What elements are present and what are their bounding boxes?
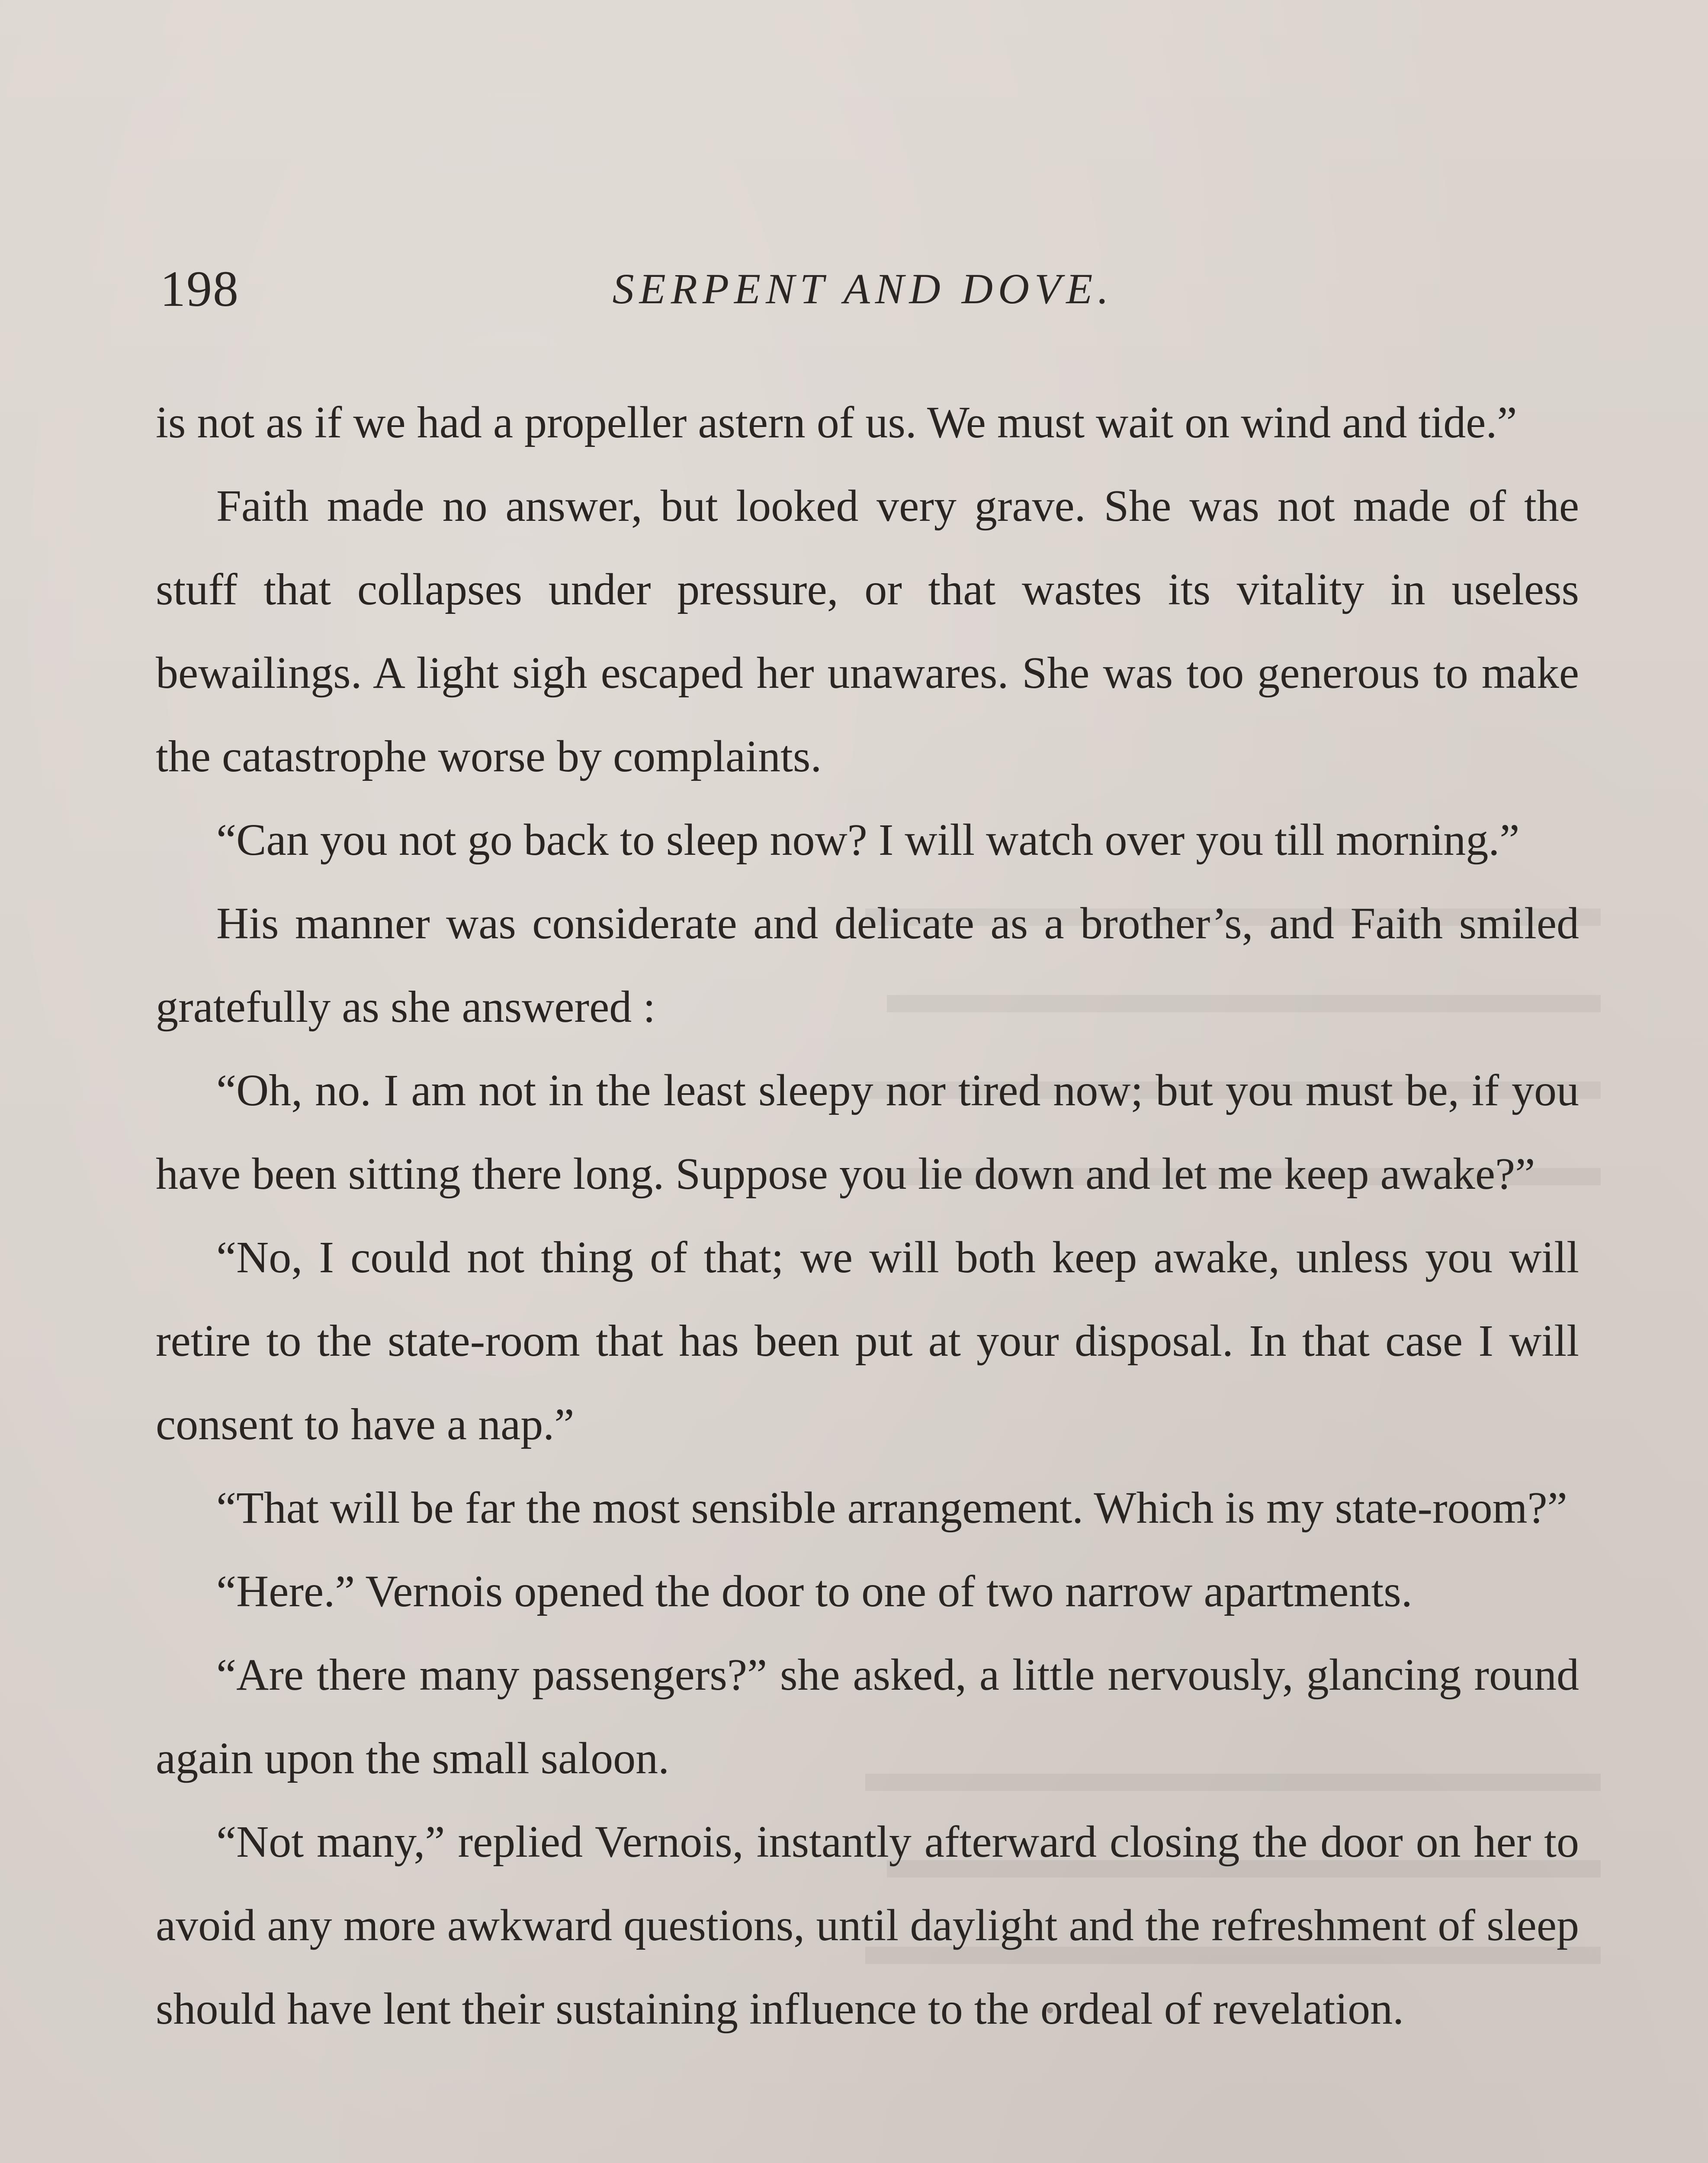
paragraph: “Not many,” replied Vernois, instantly afterward closing the door on her to avoid any more awkward questions, until daylight and the refreshment of sleep should have lent their sustaining influence to the ordeal of revelation. [156,1817,1579,2034]
paragraph: “No, I could not thing of that; we will both keep awake, unless you will retire to the state-room that has been put at your disposal. In that case I will consent to have a nap.” [156,1232,1579,1449]
paragraph: is not as if we had a propeller astern of us. We must wait on wind and tide.” [156,398,1517,447]
paragraph: His manner was considerate and delicate as a brother’s, and Faith smiled gratefully as she answered : [156,899,1579,1032]
body-text [156,381,1579,2051]
running-title: SERPENT AND DOVE. [612,265,1114,313]
paragraph: “Oh, no. I am not in the least sleepy nor tired now; but you must be, if you have been sitting there long. Suppose you lie down and let me keep awake?” [156,1065,1579,1199]
paragraph: Faith made no answer, but looked very grave. She was not made of the stuff that collapses under pressure, or that wastes its vitality in useless bewailings. A light sigh escaped her unawares. She was too generous to make the catastrophe worse by complaints. [156,481,1579,781]
paragraph: “Can you not go back to sleep now? I will watch over you till morning.” [216,815,1520,865]
page-header [151,260,1575,320]
page-number: 198 [160,260,239,317]
paragraph: “That will be far the most sensible arrangement. Which is my state-room?” [216,1483,1567,1533]
paragraph: “Are there many passengers?” she asked, a little nervously, glancing round again upon the small saloon. [156,1650,1579,1783]
paragraph: “Here.” Vernois opened the door to one of two narrow apartments. [216,1566,1413,1616]
